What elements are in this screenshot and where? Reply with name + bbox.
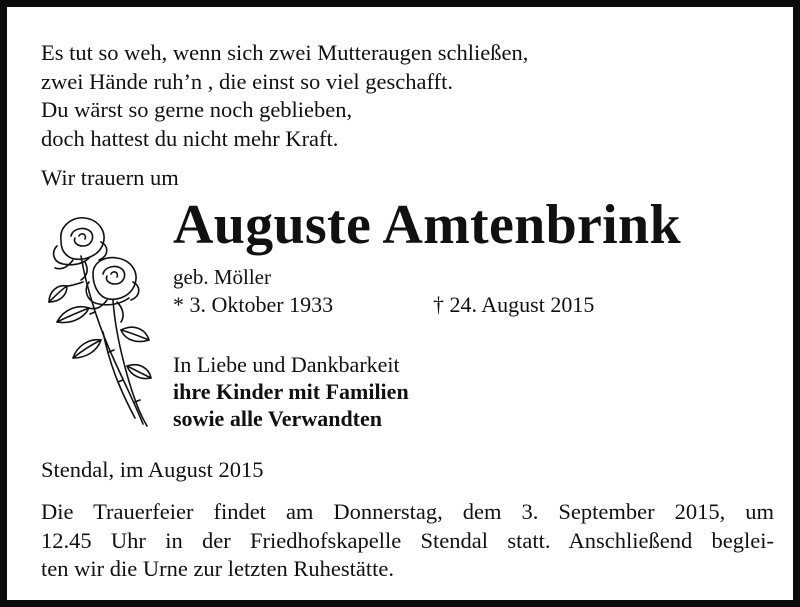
service-line: 12.45 Uhr in der Friedhofskapelle Stendal statt. Anschließend beglei- [41, 527, 774, 553]
poem-line: Du wärst so gerne noch geblieben, [41, 97, 353, 123]
place-and-date: Stendal, im August 2015 [41, 457, 264, 482]
poem-line: zwei Hände ruh’n , die einst so viel geschafft. [41, 68, 453, 94]
poem-line: Es tut so weh, wenn sich zwei Mutteraugen schließen, [41, 40, 529, 65]
service-line: ten wir die Urne zur letzten Ruhestätte. [41, 556, 394, 581]
mourners-family: ihre Kinder mit Familien [173, 379, 409, 404]
memorial-poem [41, 39, 528, 153]
rose-icon [43, 212, 155, 430]
closing-line: In Liebe und Dankbarkeit [173, 352, 400, 377]
deceased-name: Auguste Amtenbrink [173, 194, 681, 256]
birth-date: * 3. Oktober 1933 [173, 292, 334, 317]
mourners-relatives: sowie alle Verwandten [173, 406, 382, 431]
death-date: † 24. August 2015 [433, 292, 595, 317]
maiden-name: geb. Möller [173, 265, 271, 289]
service-line: Die Trauerfeier findet am Donnerstag, dem 3. September 2015, um [41, 499, 774, 524]
mourners-block [173, 351, 409, 432]
funeral-service-info [41, 498, 774, 584]
mourning-intro: Wir trauern um [41, 165, 179, 190]
poem-line: doch hattest du nicht mehr Kraft. [41, 125, 339, 151]
